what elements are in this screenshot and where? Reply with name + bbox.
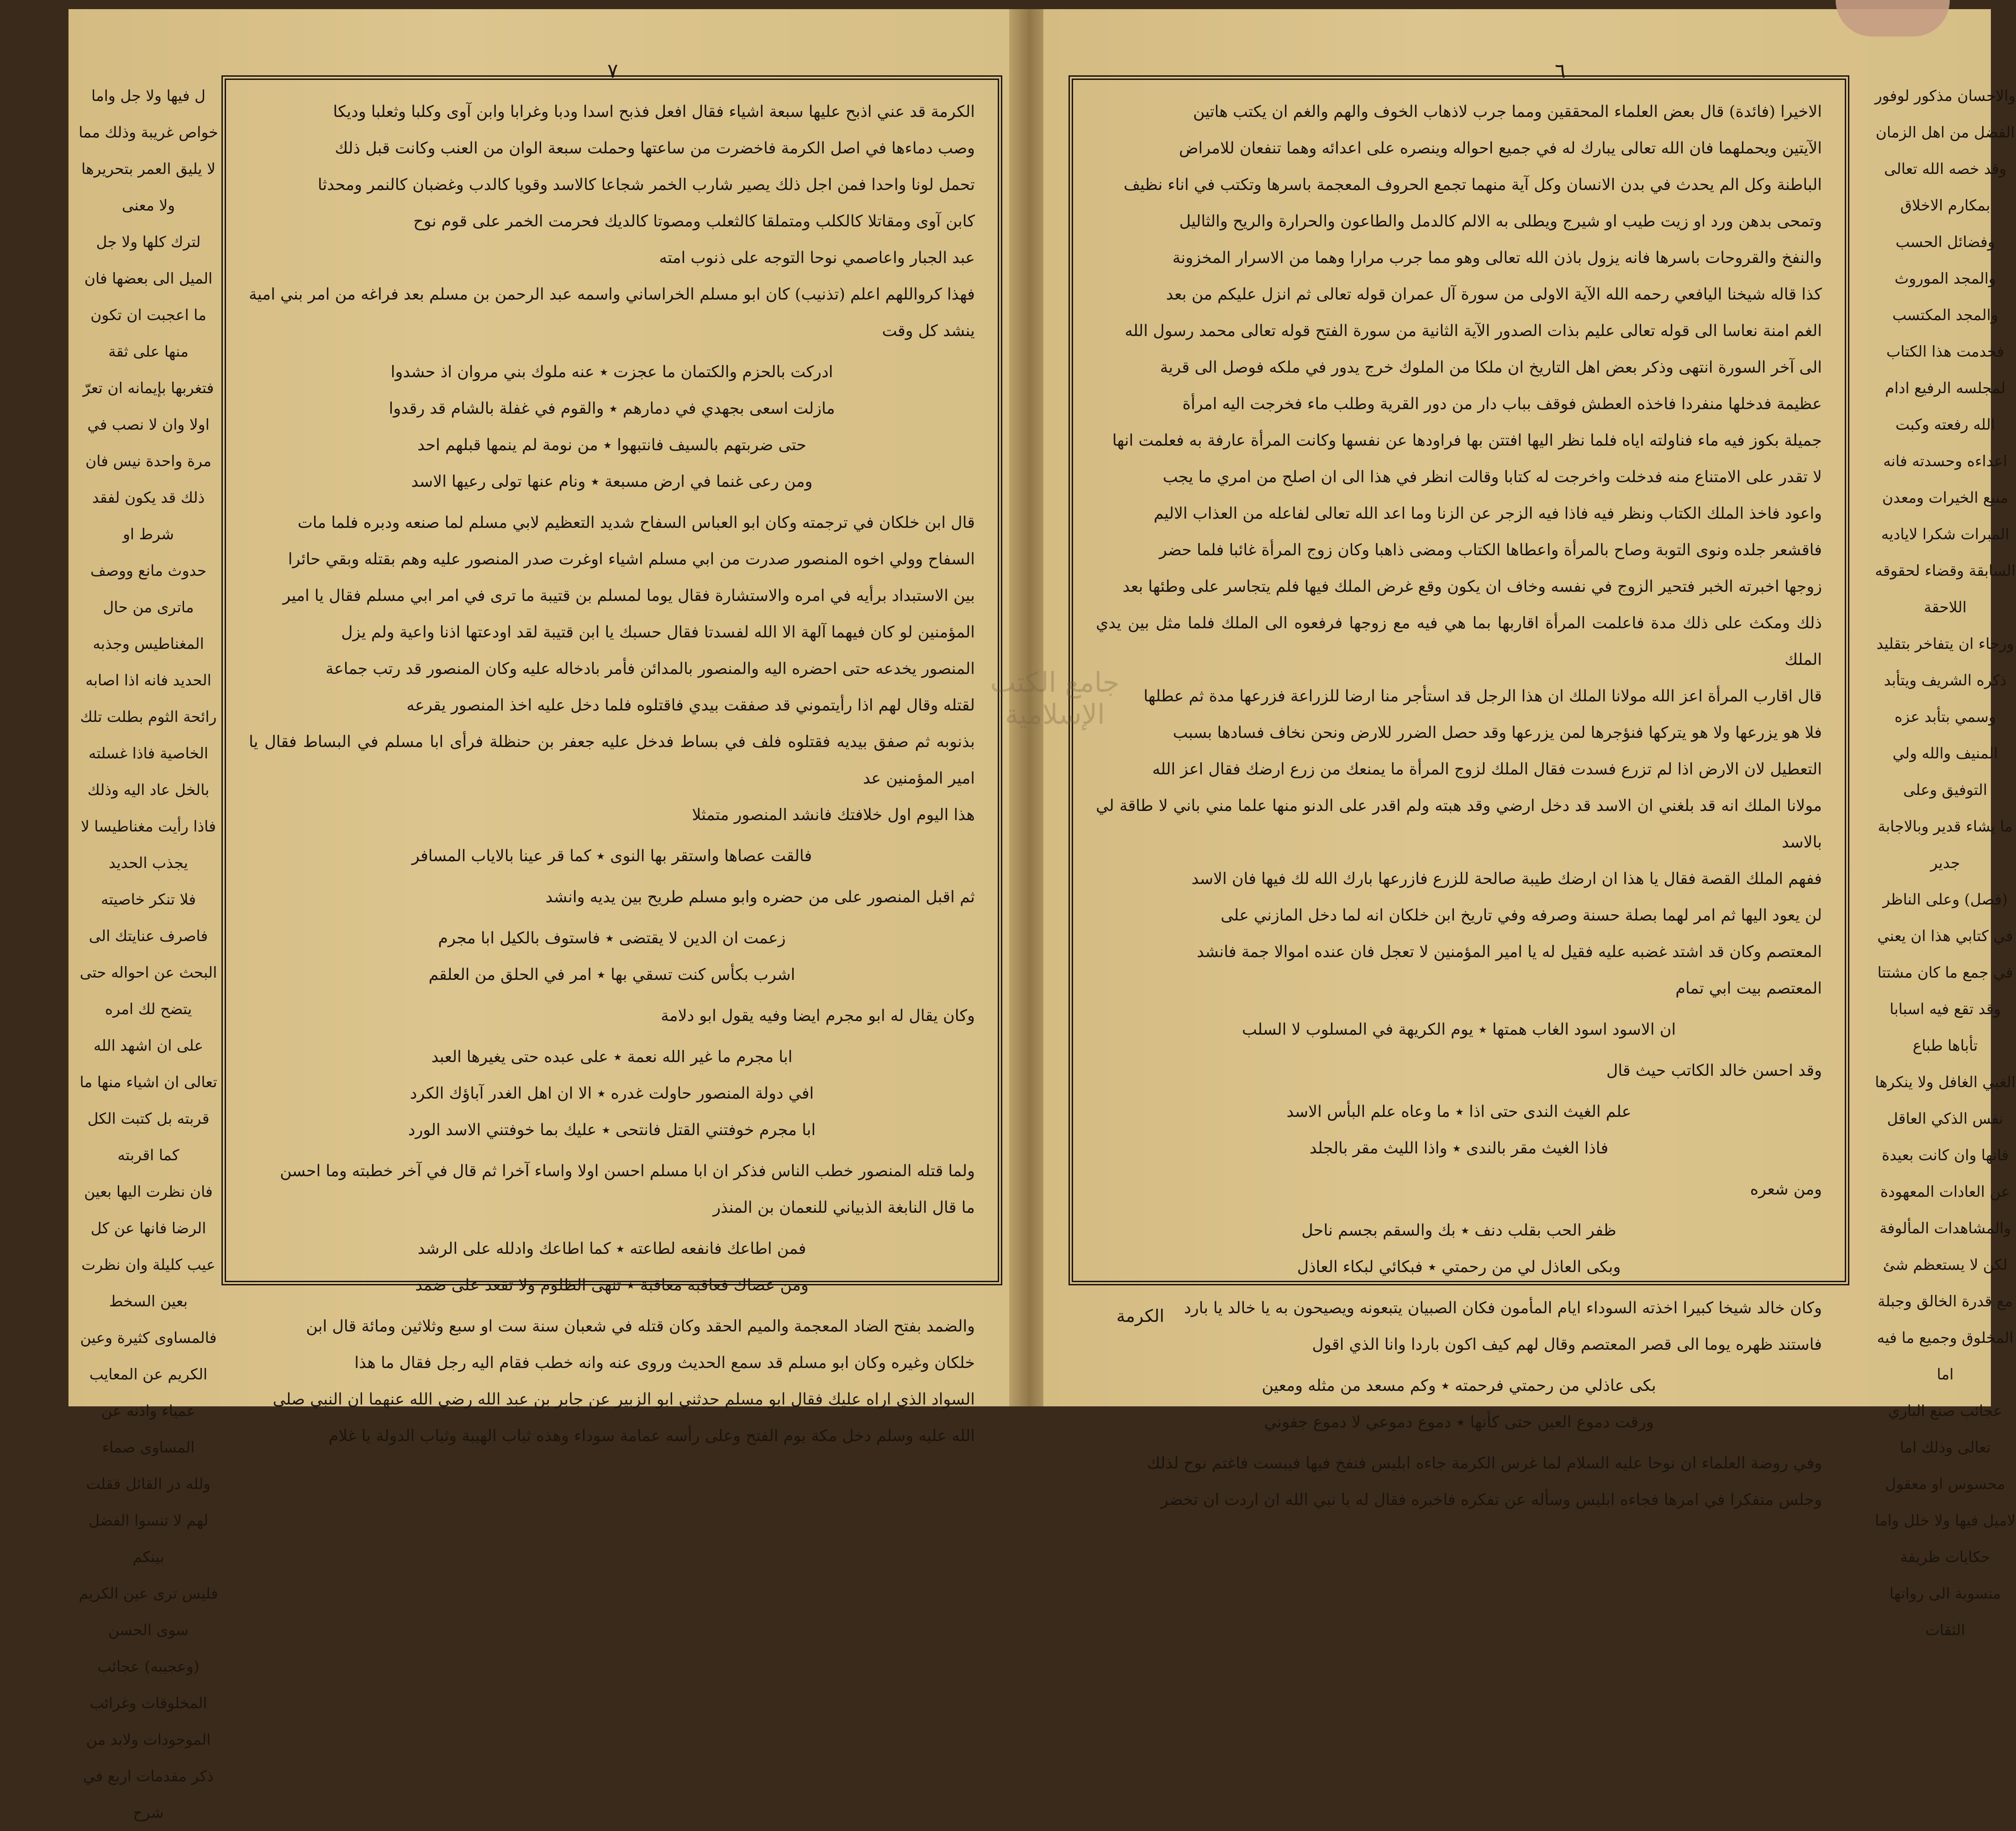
poem: [1096, 1011, 1822, 1048]
verse: ومن عصاك فعاقبه معاقبة ٭ تنهى الظلوم ولا تقعد على ضمد: [415, 1276, 809, 1294]
text-line: الباطنة وكل الم يحدث في بدن الانسان وكل آية منهما تجمع الحروف المعجمة باسرها وتكتب في اناء نظيف: [1123, 176, 1822, 194]
verse: افي دولة المنصور حاولت غدره ٭ الا ان اهل الغدر آباؤك الكرد: [410, 1084, 814, 1103]
text-line: عبد الجبار واعاصمي نوحا التوجه على ذنوب امته: [659, 249, 975, 267]
verse: فالقت عصاها واستقر بها النوى ٭ كما قر عينا بالاياب المسافر: [411, 847, 812, 865]
margin-line: على ان اشهد الله تعالى ان اشياء منها ما قربته بل كتبت الكل كما اقربته: [79, 1037, 217, 1164]
text-line: كابن آوى ومقاتلا كالكلب ومتملقا كالثعلب ومصوتا كالديك فحرمت الخمر على قوم نوح: [413, 212, 975, 231]
text-line: لقتله وقال لهم اذا رأيتموني قد صفقت بيدي فاقتلوه فلما دخل عليه اخذ المنصور يقرعه: [406, 696, 975, 715]
verse: مازلت اسعى بجهدي في دمارهم ٭ والقوم في غفلة بالشام قد رقدوا: [389, 400, 835, 418]
text-line: المعتصم بيت ابي تمام: [1675, 979, 1822, 998]
text-line: المعتصم وكان قد اشتد غضبه عليه فقيل له يا امير المؤمنين لا تعجل فان عنده اموالا جمة فانشد: [1196, 943, 1822, 961]
margin-line: (وعجيبه) عجائب المخلوقات وغرائب الموجودات ولابد من ذكر مقدمات اربع في شرح: [83, 1657, 214, 1821]
poem: [249, 1039, 975, 1148]
margin-line: ل فيها ولا جل واما خواص غريبة وذلك مما لا يليق العمر بتحريرها ولا معنى: [79, 87, 218, 214]
text-line: جميلة بكوز فيه ماء فناولته اياه فلما نظر اليها افتتن بها فراودها عن نفسها وكانت المرأة عارفة به فعلمت انها: [1112, 431, 1822, 450]
verse: فمن اطاعك فانفعه لطاعته ٭ كما اطاعك وادلله على الرشد: [417, 1240, 806, 1258]
text-line: التعطيل لان الارض اذا لم تزرع فسدت فقال الملك لزوج المرأة ما يمنعك من زرع ارضك فقال اعز الله: [1152, 760, 1822, 779]
text-line: فاستند ظهره يوما الى قصر المعتصم وقال لهم كيف اكون باردا وانا الذي اقول: [1312, 1336, 1822, 1354]
verse: ادركت بالحزم والكتمان ما عجزت ٭ عنه ملوك بني مروان اذ حشدوا: [390, 363, 833, 381]
margin-line: فلا تنكر خاصيته فاصرف عنايتك الى البحث عن احواله حتى يتضح لك امره: [79, 890, 217, 1018]
text-line: وقد احسن خالد الكاتب حيث قال: [1606, 1062, 1822, 1080]
text-line: والضمد بفتح الضاد المعجمة والميم الحقد وكان قتله في شعبان سنة ست او سبع وثلاثين ومائة قال ابن: [306, 1317, 975, 1336]
text-line: الآيتين ويحملهما فان الله تعالى يبارك له في جميع احواله وينصره على اعدائه وهما تنفعان للامراض: [1179, 139, 1822, 158]
poem: [249, 1231, 975, 1304]
poem: [1096, 1368, 1822, 1441]
margin-line: عجائب صنع الباري تعالى وذلك اما محسوس او معقول لاميل فيها ولا خلل واما حكايات ظريفة: [1874, 1402, 2016, 1566]
text-line: الكرمة قد عني اذبح عليها سبعة اشياء فقال افعل فذبح اسدا ودبا وغرابا وابن آوى وكلبا وثعلبا وديكا: [333, 103, 975, 121]
text-line: بذنوبه ثم صفق بيديه فقتلوه فلف في بساط فدخل عليه جعفر بن حنظلة فرأى ابا مسلم في البساط فقال يا امير المؤمنين عد: [249, 733, 975, 788]
margin-commentary: [78, 78, 219, 1821]
watermark-stamp: جامع الكتب الإسلامية: [990, 667, 1120, 731]
text-line: لن يعود اليها ثم امر لهما بصلة حسنة وصرفه وفي تاريخ ابن خلكان انه لما دخل المازني على: [1221, 906, 1822, 925]
text-line: ومن شعره: [1750, 1180, 1822, 1199]
catchword: الكرمة: [1116, 1306, 1164, 1326]
text-line: وفي روضة العلماء ان نوحا عليه السلام لما غرس الكرمة جاءه ابليس فنفخ فيها فيبست فاغتم نوح لذلك: [1147, 1454, 1822, 1473]
margin-line: اعداءه وحسدته فانه منبع الخيرات ومعدن المبرات شكرا لاياديه السابقة وقضاء لحقوقه اللاحقة: [1875, 452, 2016, 616]
text-line: الغم امنة نعاسا الى قوله تعالى عليم بذات الصدور الآية الثانية من سورة الفتح قوله تعالى محمد رسول الله: [1125, 322, 1822, 340]
margin-commentary: [1874, 78, 2016, 1639]
text-line: الاخيرا (فائدة) قال بعض العلماء المحققين ومما جرب لاذهاب الخوف والهم والغم ان يكتب هاتين: [1193, 103, 1822, 121]
text-line: ذلك ومكث على ذلك مدة فاعلمت المرأة اقاربها بما هي فيه مع زوجها فرفعوه الى الملك فلما مثل بين يدي الملك: [1096, 614, 1822, 669]
text-line: وتمحى بدهن ورد او زيت طيب او شيرج ويطلى به الالم كالدمل والطاعون والحرارة والريح والثاليل: [1179, 212, 1822, 231]
verse: ان الاسود اسود الغاب همتها ٭ يوم الكريهة في المسلوب لا السلب: [1242, 1021, 1676, 1039]
verse: ورقت دموع العين حتى كأنها ٭ دموع دموعي لا دموع جفوني: [1264, 1413, 1654, 1431]
verse: وبكى العاذل لي من رحمتي ٭ فبكائي لبكاء العاذل: [1297, 1258, 1621, 1276]
margin-line: ورجاء ان يتفاخر بتقليد ذكره الشريف ويتأبد وسمي بتأبد عزه المنيف والله ولي التوفيق وعلى: [1876, 635, 2014, 799]
verse: بكى عاذلي من رحمتي فرحمته ٭ وكم مسعد من مثله ومعين: [1262, 1377, 1656, 1395]
text-line: خلكان وغيره وكان ابو مسلم قد سمع الحديث وروى عنه وانه خطب فقام اليه رجل فقال ما هذا: [354, 1354, 975, 1372]
main-text: [226, 80, 998, 1445]
margin-line: منسوبة الى رواتها الثقات: [1889, 1584, 2001, 1639]
right-page: [1043, 9, 2016, 1639]
text-line: كذا قاله شيخنا اليافعي رحمه الله الآية الاولى من سورة آل عمران قوله تعالى ثم انزل عليكم من بعد: [1166, 285, 1822, 304]
verse: ظفر الحب بقلب دنف ٭ بك والسقم بجسم ناحل: [1301, 1221, 1616, 1240]
text-line: والنفخ والقروحات باسرها فانه يزول باذن الله تعالى وهو مما جرب مرارا وهما من الاسرار المخزونة: [1172, 249, 1822, 267]
text-line: فلا هو يزرعها ولا هو يتركها فنؤجرها لمن يزرعها وقد حصل الضرر للارض ونحن نخاف فسادها بسبب: [1173, 724, 1822, 742]
page-number: ٦: [1555, 59, 1566, 83]
margin-line: لترك كلها ولا جل الميل الى بعضها فان ما اعجبت ان تكون منها على ثقة: [84, 233, 213, 360]
poem: [1096, 1094, 1822, 1167]
left-page: [68, 9, 1016, 1821]
text-line: تحمل لونا واحدا فمن اجل ذلك يصير شارب الخمر شجاعا كالاسد وقويا كالدب وغضبان كالنمر ومحدثا: [317, 176, 975, 194]
margin-line: والمجد الموروث والمجد المكتسب فخدمت هذا الكتاب لمجلسه الرفيع ادام الله رفعته وكبت: [1885, 269, 2005, 433]
text-line: قال ابن خلكان في ترجمته وكان ابو العباس السفاح شديد التعظيم لابي مسلم لما صنعه ودبره فلما مات: [297, 514, 975, 532]
verse: اشرب بكأس كنت تسقي بها ٭ امر في الحلق من العلقم: [428, 966, 795, 984]
margin-line: حدوث مانع ووصف ماترى من حال المغناطيس وجذبه الحديد فانه اذا اصابه رائحة الثوم بطلت تلك: [80, 562, 217, 726]
text-line: ففهم الملك القصة فقال يا هذا ان ارضك طيبة صالحة للزرع فازرعها بارك الله لك فيها فان الاسد: [1191, 870, 1822, 888]
margin-line: والاحسان مذكور لوفور الفضل من اهل الزمان وقد خصه الله تعالى بمكارم الاخلاق وفضائل الحسب: [1874, 87, 2016, 251]
text-line: زوجها اخبرته الخبر فتحير الزوج في نفسه وخاف ان يكون وقع غرض الملك فيها فلم يتجاسر على وطئها بعد: [1122, 578, 1822, 596]
verse: حتى ضربتهم بالسيف فانتبهوا ٭ من نومة لم ينمها قبلهم احد: [417, 436, 806, 454]
text-line: وكان خالد شيخا كبيرا اخذته السوداء ايام المأمون فكان الصبيان يتبعونه ويصيحون به يا خالد يا بارد: [1184, 1299, 1822, 1317]
verse: فاذا الغيث مقر بالندى ٭ واذا الليث مقر بالجلد: [1309, 1139, 1609, 1158]
main-text: [1073, 80, 1845, 1509]
text-line: قال اقارب المرأة اعز الله مولانا الملك ان هذا الرجل قد استأجر منا ارضا للزراعة فزرعها مدة ثم عطلها: [1143, 687, 1822, 705]
margin-line: والمشاهدات المألوفة لكن لا يستعظم شئ مع قدرة الخالق وجبلة المخلوق وجميع ما فيه اما: [1877, 1219, 2014, 1383]
margin-line: الغبي الغافل ولا ينكرها نفس الذكي العاقل فانها وان كانت بعيدة عن العادات المعهودة: [1875, 1073, 2016, 1200]
verse: ابا مجرم خوفتني القتل فانتحى ٭ عليك بما خوفتني الاسد الورد: [408, 1121, 816, 1139]
poem: [249, 354, 975, 500]
verse: ومن رعى غنما في ارض مسبعة ٭ ونام عنها تولى رعيها الاسد: [411, 473, 813, 491]
text-line: فاقشعر جلده ونوى التوبة وصاح بالمرأة واعطاها الكتاب ومضى ذاهبا وكان زوج المرأة غائبا فلما حضر: [1159, 541, 1822, 559]
text-line: لا تقدر على الامتناع منه فدخلت واخرجت له كتابا وقالت انظر في هذا الى ان اصلح من امري ما يجب: [1163, 468, 1822, 486]
text-line: ولما قتله المنصور خطب الناس فذكر ان ابا مسلم احسن اولا واساء آخرا ثم قال في آخر خطبته وما احسن: [279, 1162, 975, 1180]
open-book: [68, 9, 2016, 1821]
text-line: وصب دماءها في اصل الكرمة فاخضرت من ساعتها وحملت سبعة الوان من العنب وكانت قبل ذلك: [335, 139, 975, 158]
page-number: ٧: [607, 59, 618, 83]
margin-line: ما يشاء قدير وبالاجابة جدير: [1878, 817, 2013, 872]
margin-line: فليس ترى عين الكريم سوى الحسن: [79, 1584, 218, 1639]
verse: زعمت ان الدين لا يقتضى ٭ فاستوف بالكيل ابا مجرم: [438, 929, 786, 947]
text-line: مولانا الملك انه قد بلغني ان الاسد قد دخل ارضي وقد هبته ولم اقدر على الدنو منها علما مني باني لا طاقة لي بالاسد: [1096, 797, 1822, 852]
margin-line: فان نظرت اليها بعين الرضا فانها عن كل عيب كليلة وان نظرت بعين السخط: [81, 1183, 216, 1310]
text-line: السفاح وولي اخوه المنصور صدرت من ابي مسلم اشياء اوغرت صدر المنصور عليه وهم بقتله وبقي حائرا: [288, 550, 975, 568]
verse: علم الغيث الندى حتى اذا ٭ ما وعاه علم البأس الاسد: [1286, 1103, 1632, 1121]
verse: ابا مجرم ما غير الله نعمة ٭ على عبده حتى يغيرها العبد: [431, 1048, 793, 1066]
text-line: واعود فاخذ الملك الكتاب ونظر فيه فاذا فيه الزجر عن الزنا وما اعد الله تعالى لفاعله من العذاب الاليم: [1153, 505, 1822, 523]
poem: [249, 838, 975, 874]
margin-line: ولله در القائل فقلت لهم لا تنسوا الفضل بينكم: [86, 1475, 211, 1566]
text-line: الله عليه وسلم دخل مكة يوم الفتح وعلى رأسه عمامة سوداء وهذه ثياب الهيبة وثياب الدولة يا غلام: [328, 1427, 975, 1445]
text-line: وجلس متفكرا في امرها فجاءه ابليس وسأله عن تفكره فاخبره فقال له يا نبي الله ان اردت ان تخضر: [1160, 1491, 1822, 1509]
text-line: وكان يقال له ابو مجرم ايضا وفيه يقول ابو دلامة: [661, 1007, 975, 1025]
text-line: ما قال النابغة الذبياني للنعمان بن المنذر: [713, 1199, 975, 1217]
poem: [1096, 1212, 1822, 1285]
main-text-frame: [1069, 75, 1849, 1509]
text-line: المؤمنين لو كان فيهما آلهة الا الله لفسدتا فقال حسبك يا ابن قتيبة لقد اودعتها اذنا واعية ولم يزل: [341, 623, 975, 642]
text-line: بين الاستبداد برأيه في امره والاستشارة فقال يوما لمسلم بن قتيبة ما ترى في امر ابي مسلم فقال يا امير: [283, 587, 975, 605]
text-line: هذا اليوم اول خلافتك فانشد المنصور متمثلا: [692, 806, 975, 824]
text-line: السواد الذي اراه عليك فقال ابو مسلم حدثني ابو الزبير عن جابر بن عبد الله رضي الله عنهما ان النبي صلى: [273, 1390, 975, 1409]
margin-line: الخاصية فاذا غسلته بالخل عاد اليه وذلك فاذا رأيت مغناطيسا لا يجذب الحديد: [80, 744, 216, 872]
margin-line: (فصل) وعلى الناظر في كتابي هذا ان يعني في جمع ما كان مشتتا وقد تقع فيه اسبابا تأباها طباع: [1877, 890, 2013, 1054]
text-line: ثم اقبل المنصور على من حضره وابو مسلم طريح بين يديه وانشد: [545, 888, 975, 906]
margin-line: فتغربها بإيمانه ان تعرّ اولا وان لا نصب في مرة واحدة نيس فان ذلك قد يكون لفقد شرط او: [83, 379, 214, 543]
text-line: المنصور يخدعه حتى احضره اليه والمنصور بالمدائن فأمر بادخاله عليه وكان المنصور قد رتب جماعة: [326, 660, 975, 678]
main-text-frame: [221, 75, 1002, 1445]
text-line: فهذا كرواللهم اعلم (تذنيب) كان ابو مسلم الخراساني واسمه عبد الرحمن بن مسلم بعد فراغه من امر بني امية ينشد كل وقت: [249, 285, 975, 340]
text-line: الى آخر السورة انتهى وذكر بعض اهل التاريخ ان ملكا من الملوك خرج يدور في ملكه فوصل الى قرية: [1160, 358, 1822, 377]
text-line: عظيمة فدخلها منفردا فاخذه العطش فوقف بباب دار من دور القرية وطلب ماء فخرجت اليه امرأة: [1182, 395, 1822, 413]
poem: [249, 920, 975, 993]
margin-line: فالمساوى كثيرة وعين الكريم عن المعايب عمياء واذنه عن المساوى صماء: [80, 1329, 217, 1456]
